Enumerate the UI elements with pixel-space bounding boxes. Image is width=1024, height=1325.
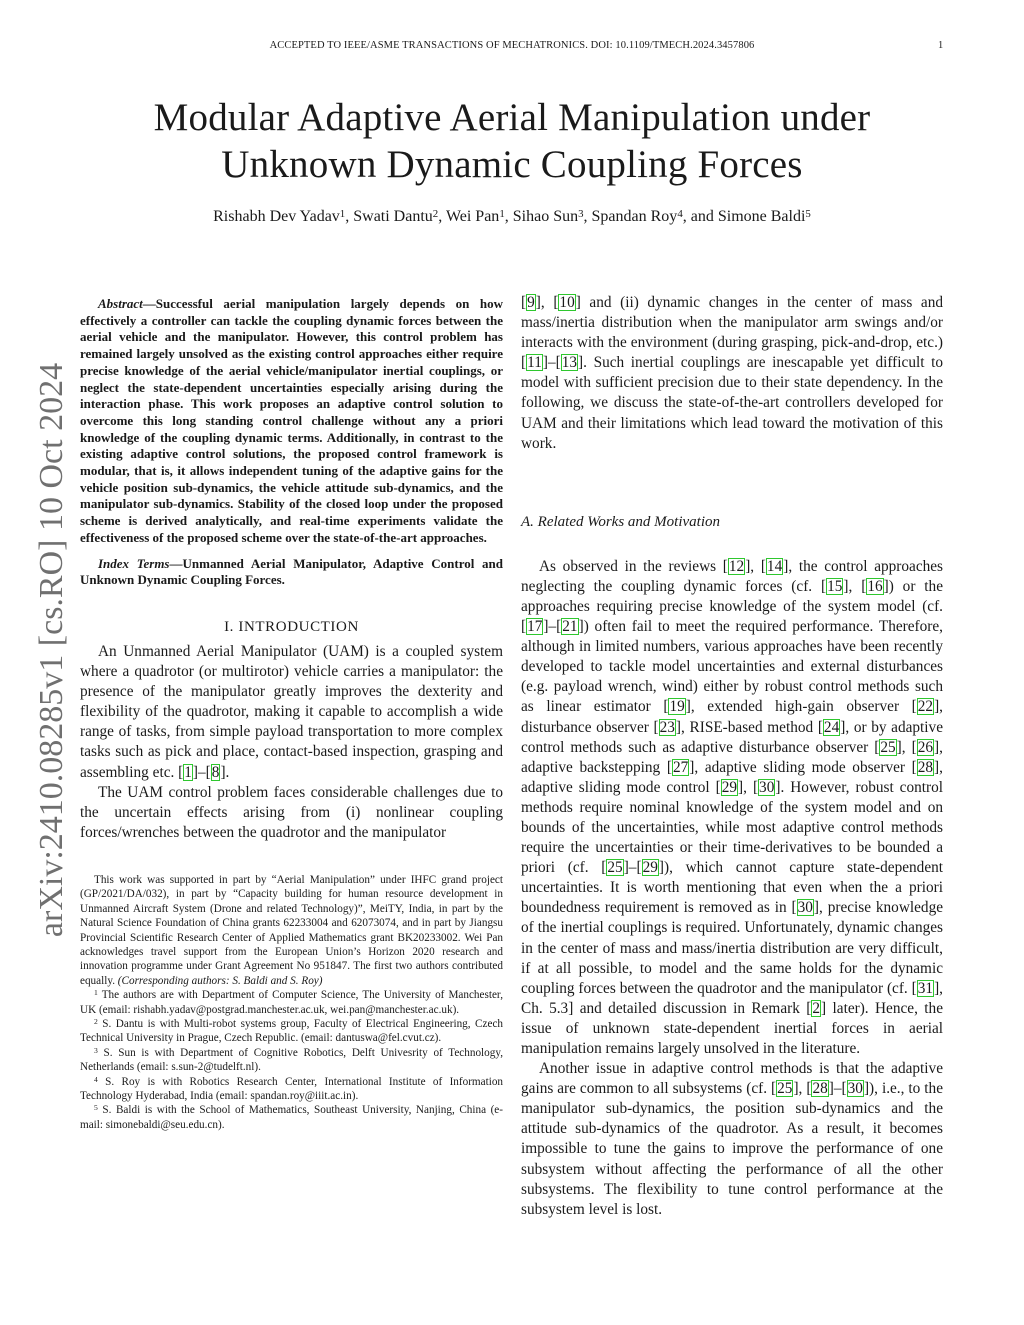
- citation-link[interactable]: 28: [917, 758, 934, 776]
- citation-link[interactable]: 13: [561, 354, 578, 372]
- citation-link[interactable]: 27: [672, 758, 689, 776]
- paragraph-text: ,: [901, 738, 912, 756]
- affiliation-text: S. Roy is with Robotics Research Center, International Institute of Information Technology Hyderabad, India (email: spandan.roy@iiit.ac.in).: [80, 1075, 504, 1102]
- citation-link[interactable]: 11: [527, 354, 542, 372]
- affiliation-footnote-5: [80, 1103, 503, 1132]
- citation-link[interactable]: 31: [917, 979, 934, 997]
- paragraph-text: , adaptive sliding mode observer: [694, 758, 912, 776]
- citation-link[interactable]: 30: [759, 778, 775, 796]
- author-name: Wei Pan: [445, 208, 500, 225]
- author-name: Sihao Sun: [512, 208, 579, 225]
- citation-link[interactable]: 10: [559, 294, 575, 311]
- abstract-text: —Successful aerial manipulation largely depends on how effectively a controller can tackle the coupling dynamic forces between the aerial vehicle and the manipulator. However, this control problem has remained largely unsolved as the existing control approaches either require precise knowledge of the aerial vehicle/manipulator inertial couplings, or neglect the state-dependent uncertainties especially arising during the interaction phase. This work proposes an adaptive control solution to overcome this long standing control challenge without any a priori knowledge of the coupling dynamic terms. Additionally, in contrast to the existing adaptive control solutions, the proposed control framework is modular, that is, it allows independent tuning of the adaptive gains for the vehicle position sub-dynamics, the vehicle attitude sub-dynamics, and the manipulator sub-dynamics. Stability of the closed loop under the proposed scheme is derived analytically, and real-time experiments validate the effectiveness of the proposed scheme over the state-of-the-art approaches.: [80, 296, 503, 545]
- separator: ,: [540, 294, 554, 311]
- sentence-end: .: [225, 763, 230, 781]
- range-dash: –: [198, 763, 206, 781]
- citation-link[interactable]: 14: [766, 557, 783, 575]
- paragraph-text: , disturbance observer: [521, 698, 943, 736]
- intro-paragraph-2: The UAM control problem faces considerable challenges due to the uncertain effects arising from (i) nonlinear coupling forces/wrenches between the quadrotor and the manipulator: [80, 783, 503, 841]
- author-separator: ,: [504, 208, 513, 225]
- author-name: Rishabh Dev Yadav: [213, 208, 340, 225]
- citation-link[interactable]: 30: [847, 1080, 863, 1098]
- paragraph-text: later). Hence, the issue of unknown state-dependent inertial forces in aerial manipulation remains largely unsolved in the literature.: [521, 999, 943, 1057]
- paragraph-text: , Ch. 5.3] and detailed discussion in Remark: [521, 979, 943, 1017]
- affiliation-footnote-2: [80, 1017, 503, 1046]
- author-separator: ,: [438, 208, 446, 225]
- funding-text: This work was supported in part by “Aerial Manipulation” under IHFC grand project (GP/2021/DA/032), in part by “Capacity building for human resource development in Unmanned Aircraft System (Drone and related Technology)”, MeiTY, India, in part by the Natural Science Foundation of China grants 62233004 and 62073074, and in part by Jiangsu Provincial Scientific Research Center of Applied Mathematics grant BK20233002. Wei Pan acknowledges travel support from the European Union’s Horizon 2020 research and innovation programme under Grant Agreement No 951847. The first two authors contributed equally.: [80, 873, 503, 987]
- citation-link[interactable]: 1: [184, 763, 192, 781]
- paragraph-text: As observed in the reviews: [539, 557, 723, 575]
- footnote-mark: 5: [94, 1103, 98, 1113]
- page-number: 1: [938, 40, 944, 51]
- affiliation-text: S. Dantu is with Multi-robot systems group, Faculty of Electrical Engineering, Czech Technical University in Prague, Czech Republic. (email: dantuswa@fel.cvut.cz).: [80, 1017, 503, 1045]
- citation-link[interactable]: 16: [867, 577, 883, 595]
- paragraph-text: , RISE-based method: [681, 718, 818, 736]
- author-affiliation-mark: 1: [339, 207, 346, 220]
- subsection-heading: A. Related Works and Motivation: [521, 513, 720, 530]
- footnote-mark: 3: [94, 1045, 98, 1055]
- related-works-paragraph-1: As observed in the reviews [12], [14], the control approaches neglecting the coupling dynamic forces (cf. [15], [16]) or the approaches requiring precise knowledge of the system model (cf. [17]–[21]) often fail to meet the required performance. Therefore, although in limited numbers, various approaches have been recently developed to tackle model uncertainties and external disturbances (e.g. payload wrench, wind) either by robust control methods such as linear estimator [19], extended high-gain observer [22], disturbance observer [23], RISE-based method [24], or by adaptive control methods such as adaptive disturbance observer [25], [26], adaptive backstepping [27], adaptive sliding mode observer [28], adaptive sliding mode control [29], [30]. However, robust control methods require nominal knowledge of the system model and on bounds of the uncertainties, while most adaptive control methods require the uncertainties or their time-derivatives to be bounded a priori (cf. [25]–[29]), which cannot capture state-dependent uncertainties. It is worth mentioning that even when the a priori boundedness requirement is removed as in [30], precise knowledge of the inertial couplings is required. Unfortunately, dynamic changes in the center of mass and mass/inertia distribution are very difficult, if at all possible, to model and the same holds for the dynamic coupling forces between the quadrotor and the manipulator (cf. [31], Ch. 5.3] and detailed discussion in Remark [2] later). Hence, the issue of unknown state-dependent inertial forces in aerial manipulation remains largely unsolved in the literature.: [521, 557, 944, 1057]
- abstract: [80, 296, 503, 547]
- running-header: [0, 40, 1024, 56]
- intro-p1-text: An Unmanned Aerial Manipulator (UAM) is a coupled system where a quadrotor (or multirotor) vehicle carries a manipulator: the presence of the manipulator greatly improves the dexterity and flexibility of the quadrotor, making it capable to accomplish a wide range of tasks, from simple payload transportation to more complex tasks such as pick and place, contact-based inspection, grasping and assembling etc.: [80, 642, 503, 781]
- paper-title: [0, 94, 1024, 188]
- footnote-mark: 1: [94, 988, 98, 998]
- author-affiliation-mark: 4: [677, 207, 683, 220]
- paragraph-text: ) or the approaches requiring precise knowledge of the system model (cf.: [521, 577, 943, 615]
- paragraph-text: ,: [750, 557, 761, 575]
- citation-link[interactable]: 30: [797, 899, 813, 917]
- paragraph-text: ), i.e., to the manipulator sub-dynamics, the position sub-dynamics and the attitude sub-dynamics of the quadrotor. As a result, it becomes impossible to tune the gains to improve the performance of one subsystem without affecting the performance of all the other subsystems. The flexibility to tune control performance at the subsystem level is lost.: [521, 1080, 943, 1218]
- paragraph-text: , extended high-gain observer: [690, 698, 912, 716]
- paragraph-text: –: [548, 618, 557, 636]
- paragraph-text: , adaptive sliding mode control: [521, 758, 943, 796]
- paragraph-text: , the control approaches neglecting the coupling dynamic forces (cf.: [521, 557, 944, 595]
- affiliation-text: The authors are with Department of Computer Science, The University of Manchester, UK (email: rishabh.yadav@postgrad.manchester.ac.uk, wei.pan@manchester.ac.uk).: [80, 989, 503, 1016]
- paragraph-text: . Such inertial couplings are inescapable yet difficult to model with sufficient precision due to their state dependency. In the following, we discuss the state-of-the-art controllers developed for UAM and their limitations which lead toward the motivation of this work.: [521, 354, 943, 452]
- citation-link[interactable]: 25: [777, 1080, 793, 1098]
- citation-link[interactable]: 9: [527, 294, 535, 311]
- author-name: Swati Dantu: [353, 208, 433, 225]
- paragraph-text: –: [833, 1080, 842, 1098]
- paragraph-text: , adaptive backstepping: [521, 738, 943, 776]
- funding-footnote: [80, 873, 503, 988]
- paragraph-text: –: [628, 859, 637, 877]
- left-column: [80, 296, 503, 1132]
- citation-link[interactable]: 29: [642, 859, 658, 877]
- paragraph-text: and (ii) dynamic changes in the center of mass and mass/inertia distribution when the manipulator arm swings and/or interacts with the environment (during grasping, pick-and-drop, etc.): [521, 294, 943, 352]
- citation-link[interactable]: 23: [659, 718, 675, 736]
- citation-link[interactable]: 29: [721, 778, 738, 796]
- corresponding-authors: (Corresponding authors: S. Baldi and S. Roy): [117, 974, 323, 987]
- author-list: [0, 208, 1024, 226]
- intro-paragraph-1: An Unmanned Aerial Manipulator (UAM) is a coupled system where a quadrotor (or multirotor) vehicle carries a manipulator: the presence of the manipulator greatly improves the dexterity and flexibility of the quadrotor, making it capable to accomplish a wide range of tasks, from simple payload transportation to more complex tasks such as pick and place, contact-based inspection, grasping and assembling etc. [1]–[8].: [80, 642, 503, 781]
- paragraph-text: Another issue in adaptive control methods is that the adaptive gains are common to all subsystems (cf.: [521, 1060, 943, 1098]
- affiliation-footnote-3: [80, 1046, 503, 1075]
- citation-link[interactable]: 28: [812, 1080, 828, 1098]
- arxiv-stamp: arXiv:2410.08285v1 [cs.RO] 10 Oct 2024: [33, 362, 70, 938]
- affiliation-text: S. Baldi is with the School of Mathematics, Southeast University, Nanjing, China (e-mail: simonebaldi@seu.edu.cn).: [80, 1104, 504, 1131]
- citation-link[interactable]: 24: [823, 718, 840, 736]
- author-affiliation-mark: 2: [432, 207, 439, 220]
- citation-link[interactable]: 25: [607, 859, 623, 877]
- citation-link[interactable]: 2: [812, 999, 821, 1017]
- paragraph-text: ) often fail to meet the required performance. Therefore, although in limited numbers, various approaches have been recently developed to tackle model uncertainties and external disturbances (e.g. payload wrench, wind) either by robust control methods such as linear estimator: [521, 618, 943, 716]
- affiliation-text: S. Sun is with Department of Cognitive Robotics, Delft Univesrity of Technology, Netherlands (email: s.sun-2@tudelft.nl).: [80, 1046, 504, 1074]
- author-separator: ,: [583, 208, 592, 225]
- citation-link[interactable]: 19: [669, 698, 685, 716]
- continued-paragraph: [9], [10] and (ii) dynamic changes in the center of mass and mass/inertia distribution when the manipulator arm swings and/or interacts with the environment (during grasping, pick-and-drop, etc.) [11]–[13]. Such inertial couplings are inescapable yet difficult to model with sufficient precision due to their state dependency. In the following, we discuss the state-of-the-art controllers developed for UAM and their limitations which lead toward the motivation of this work.: [521, 294, 943, 452]
- author-separator: ,: [345, 208, 354, 225]
- author-name: Spandan Roy: [591, 208, 678, 225]
- citation-link[interactable]: 17: [527, 618, 543, 636]
- paragraph-text: ), which cannot capture state-dependent uncertainties. It is worth mentioning that even when the a priori boundedness requirement is removed as in: [521, 859, 944, 917]
- index-terms: [80, 556, 503, 589]
- citation-link[interactable]: 22: [917, 698, 934, 716]
- citation-link[interactable]: 8: [211, 763, 220, 781]
- citation-link[interactable]: 26: [917, 738, 934, 756]
- citation-link[interactable]: 25: [880, 738, 896, 756]
- running-head-text: ACCEPTED TO IEEE/ASME TRANSACTIONS OF MECHATRONICS. DOI: 10.1109/TMECH.2024.3457806: [269, 40, 755, 51]
- related-works-paragraph-2: Another issue in adaptive control methods is that the adaptive gains are common to all subsystems (cf. [25], [28]–[30]), i.e., to the manipulator sub-dynamics, the position sub-dynamics and the attitude sub-dynamics of the quadrotor. As a result, it becomes impossible to tune the gains to improve the performance of one subsystem without affecting the performance of all the other subsystems. The flexibility to tune control performance at the subsystem level is lost.: [521, 1060, 943, 1218]
- citation-link[interactable]: 12: [728, 557, 745, 575]
- footnote-mark: 2: [94, 1016, 98, 1026]
- section-heading-introduction: I. INTRODUCTION: [224, 618, 359, 635]
- paragraph-text: , or by adaptive control methods such as adaptive disturbance observer: [521, 718, 943, 756]
- citation-link[interactable]: 21: [562, 618, 578, 636]
- index-terms-lead: Index Terms: [98, 555, 170, 571]
- paragraph-text: ,: [743, 778, 753, 796]
- citation-link[interactable]: 15: [827, 577, 843, 595]
- index-terms-text: —Unmanned Aerial Manipulator, Adaptive Control and Unknown Dynamic Coupling Forces.: [80, 555, 504, 588]
- author-affiliation-mark: 1: [499, 207, 505, 220]
- affiliation-footnote-4: [80, 1075, 503, 1104]
- abstract-lead: Abstract: [98, 296, 143, 311]
- author-affiliation-mark: 5: [805, 207, 811, 220]
- title-line-1: Modular Adaptive Aerial Manipulation under: [153, 96, 871, 139]
- range-dash: –: [547, 354, 556, 372]
- right-column: [521, 293, 943, 1220]
- paragraph-text: ,: [848, 577, 862, 595]
- paragraph-text: . However, robust control methods require nominal knowledge of the system model and on bounds of the uncertainties, while most adaptive control methods require the uncertainties or their time-derivatives to be bounded a priori (cf.: [521, 778, 944, 877]
- footnotes: [80, 873, 503, 1132]
- paragraph-text: , precise knowledge of the inertial couplings is required. Unfortunately, dynamic changes in the center of mass and mass/inertia distribution are very difficult, if at all possible, to model and the same holds for the dynamic coupling forces between the quadrotor and the manipulator (cf.: [521, 899, 944, 997]
- author-separator: , and: [682, 208, 718, 225]
- title-line-2: Unknown Dynamic Coupling Forces: [221, 143, 803, 186]
- author-name: Simone Baldi: [717, 208, 806, 225]
- author-affiliation-mark: 3: [578, 207, 584, 220]
- paragraph-text: ,: [798, 1080, 807, 1098]
- affiliation-footnote-1: [80, 988, 503, 1017]
- footnote-mark: 4: [94, 1074, 98, 1084]
